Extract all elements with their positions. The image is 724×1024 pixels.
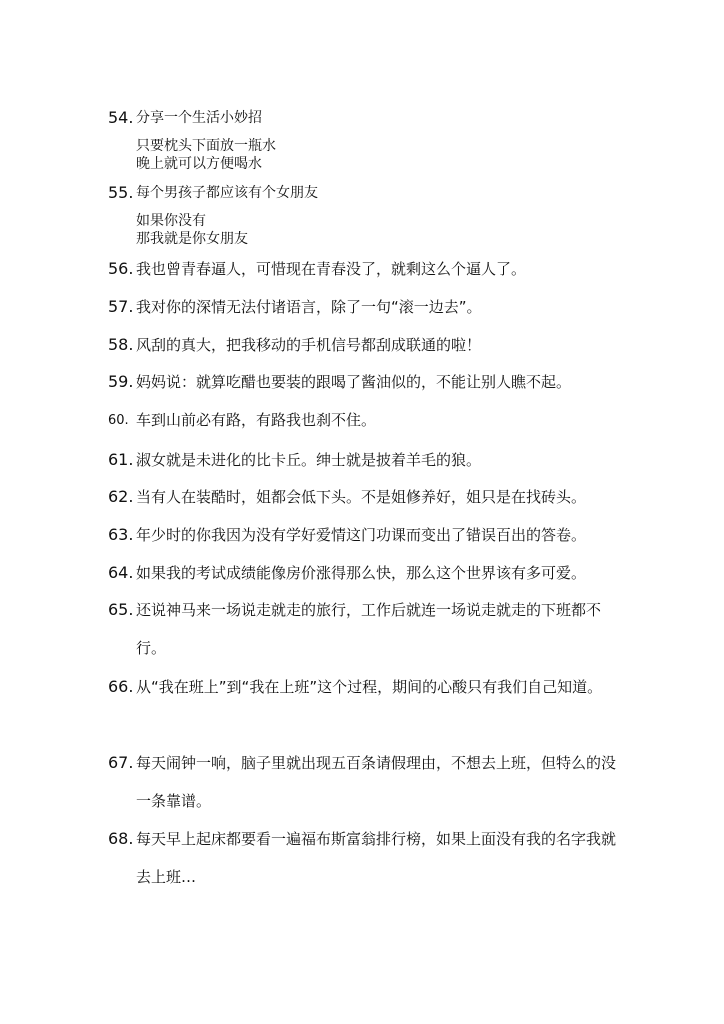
- item-text: 如果我的考试成绩能像房价涨得那么快，那么这个世界该有多可爱。: [136, 564, 587, 582]
- item-text: 每天早上起床都要看一遍福布斯富翁排行榜，如果上面没有我的名字我就去上班…: [136, 830, 617, 886]
- item-number: 57.: [108, 297, 134, 316]
- item-text: 每天闹钟一响，脑子里就出现五百条请假理由，不想去上班，但特么的没一条靠谱。: [136, 754, 617, 810]
- item-subline: 晚上就可以方便喝水: [136, 156, 262, 172]
- item-text: 当有人在装酷时，姐都会低下头。不是姐修养好，姐只是在找砖头。: [136, 488, 587, 506]
- item-text: 从“我在班上”到“我在上班”这个过程，期间的心酸只有我们自己知道。: [136, 678, 603, 696]
- item-number: 55.: [108, 183, 134, 202]
- item-number: 59.: [108, 372, 134, 391]
- item-number: 58.: [108, 335, 134, 354]
- item-number: 64.: [108, 563, 134, 582]
- item-text: 我对你的深情无法付诸语言，除了一句“滚一边去”。: [136, 298, 482, 316]
- item-number: 54.: [108, 108, 134, 127]
- item-text: 分享一个生活小妙招: [136, 110, 262, 126]
- item-number: 60.: [108, 413, 129, 428]
- item-text: 风刮的真大，把我移动的手机信号都刮成联通的啦！: [136, 336, 482, 354]
- item-text: 妈妈说：就算吃醋也要装的跟喝了酱油似的，不能让别人瞧不起。: [136, 373, 572, 391]
- item-number: 63.: [108, 525, 134, 544]
- item-number: 62.: [108, 487, 134, 506]
- item-subline: 只要枕头下面放一瓶水: [136, 138, 276, 154]
- item-text: 车到山前必有路，有路我也刹不住。: [136, 411, 377, 429]
- item-text: 我也曾青春逼人，可惜现在青春没了，就剩这么个逼人了。: [136, 260, 527, 278]
- item-subline: 如果你没有: [136, 213, 206, 229]
- item-subline: 那我就是你女朋友: [136, 231, 248, 247]
- item-number: 65.: [108, 600, 134, 619]
- item-text: 每个男孩子都应该有个女朋友: [136, 185, 318, 201]
- item-text: 淑女就是未进化的比卡丘。绅士就是披着羊毛的狼。: [136, 451, 482, 469]
- item-number: 66.: [108, 677, 134, 696]
- item-text: 年少时的你我因为没有学好爱情这门功课而变出了错误百出的答卷。: [136, 526, 587, 544]
- item-number: 61.: [108, 450, 134, 469]
- item-number: 68.: [108, 829, 134, 848]
- item-number: 67.: [108, 753, 134, 772]
- item-number: 56.: [108, 259, 134, 278]
- item-text: 还说神马来一场说走就走的旅行，工作后就连一场说走就走的下班都不行。: [136, 601, 602, 657]
